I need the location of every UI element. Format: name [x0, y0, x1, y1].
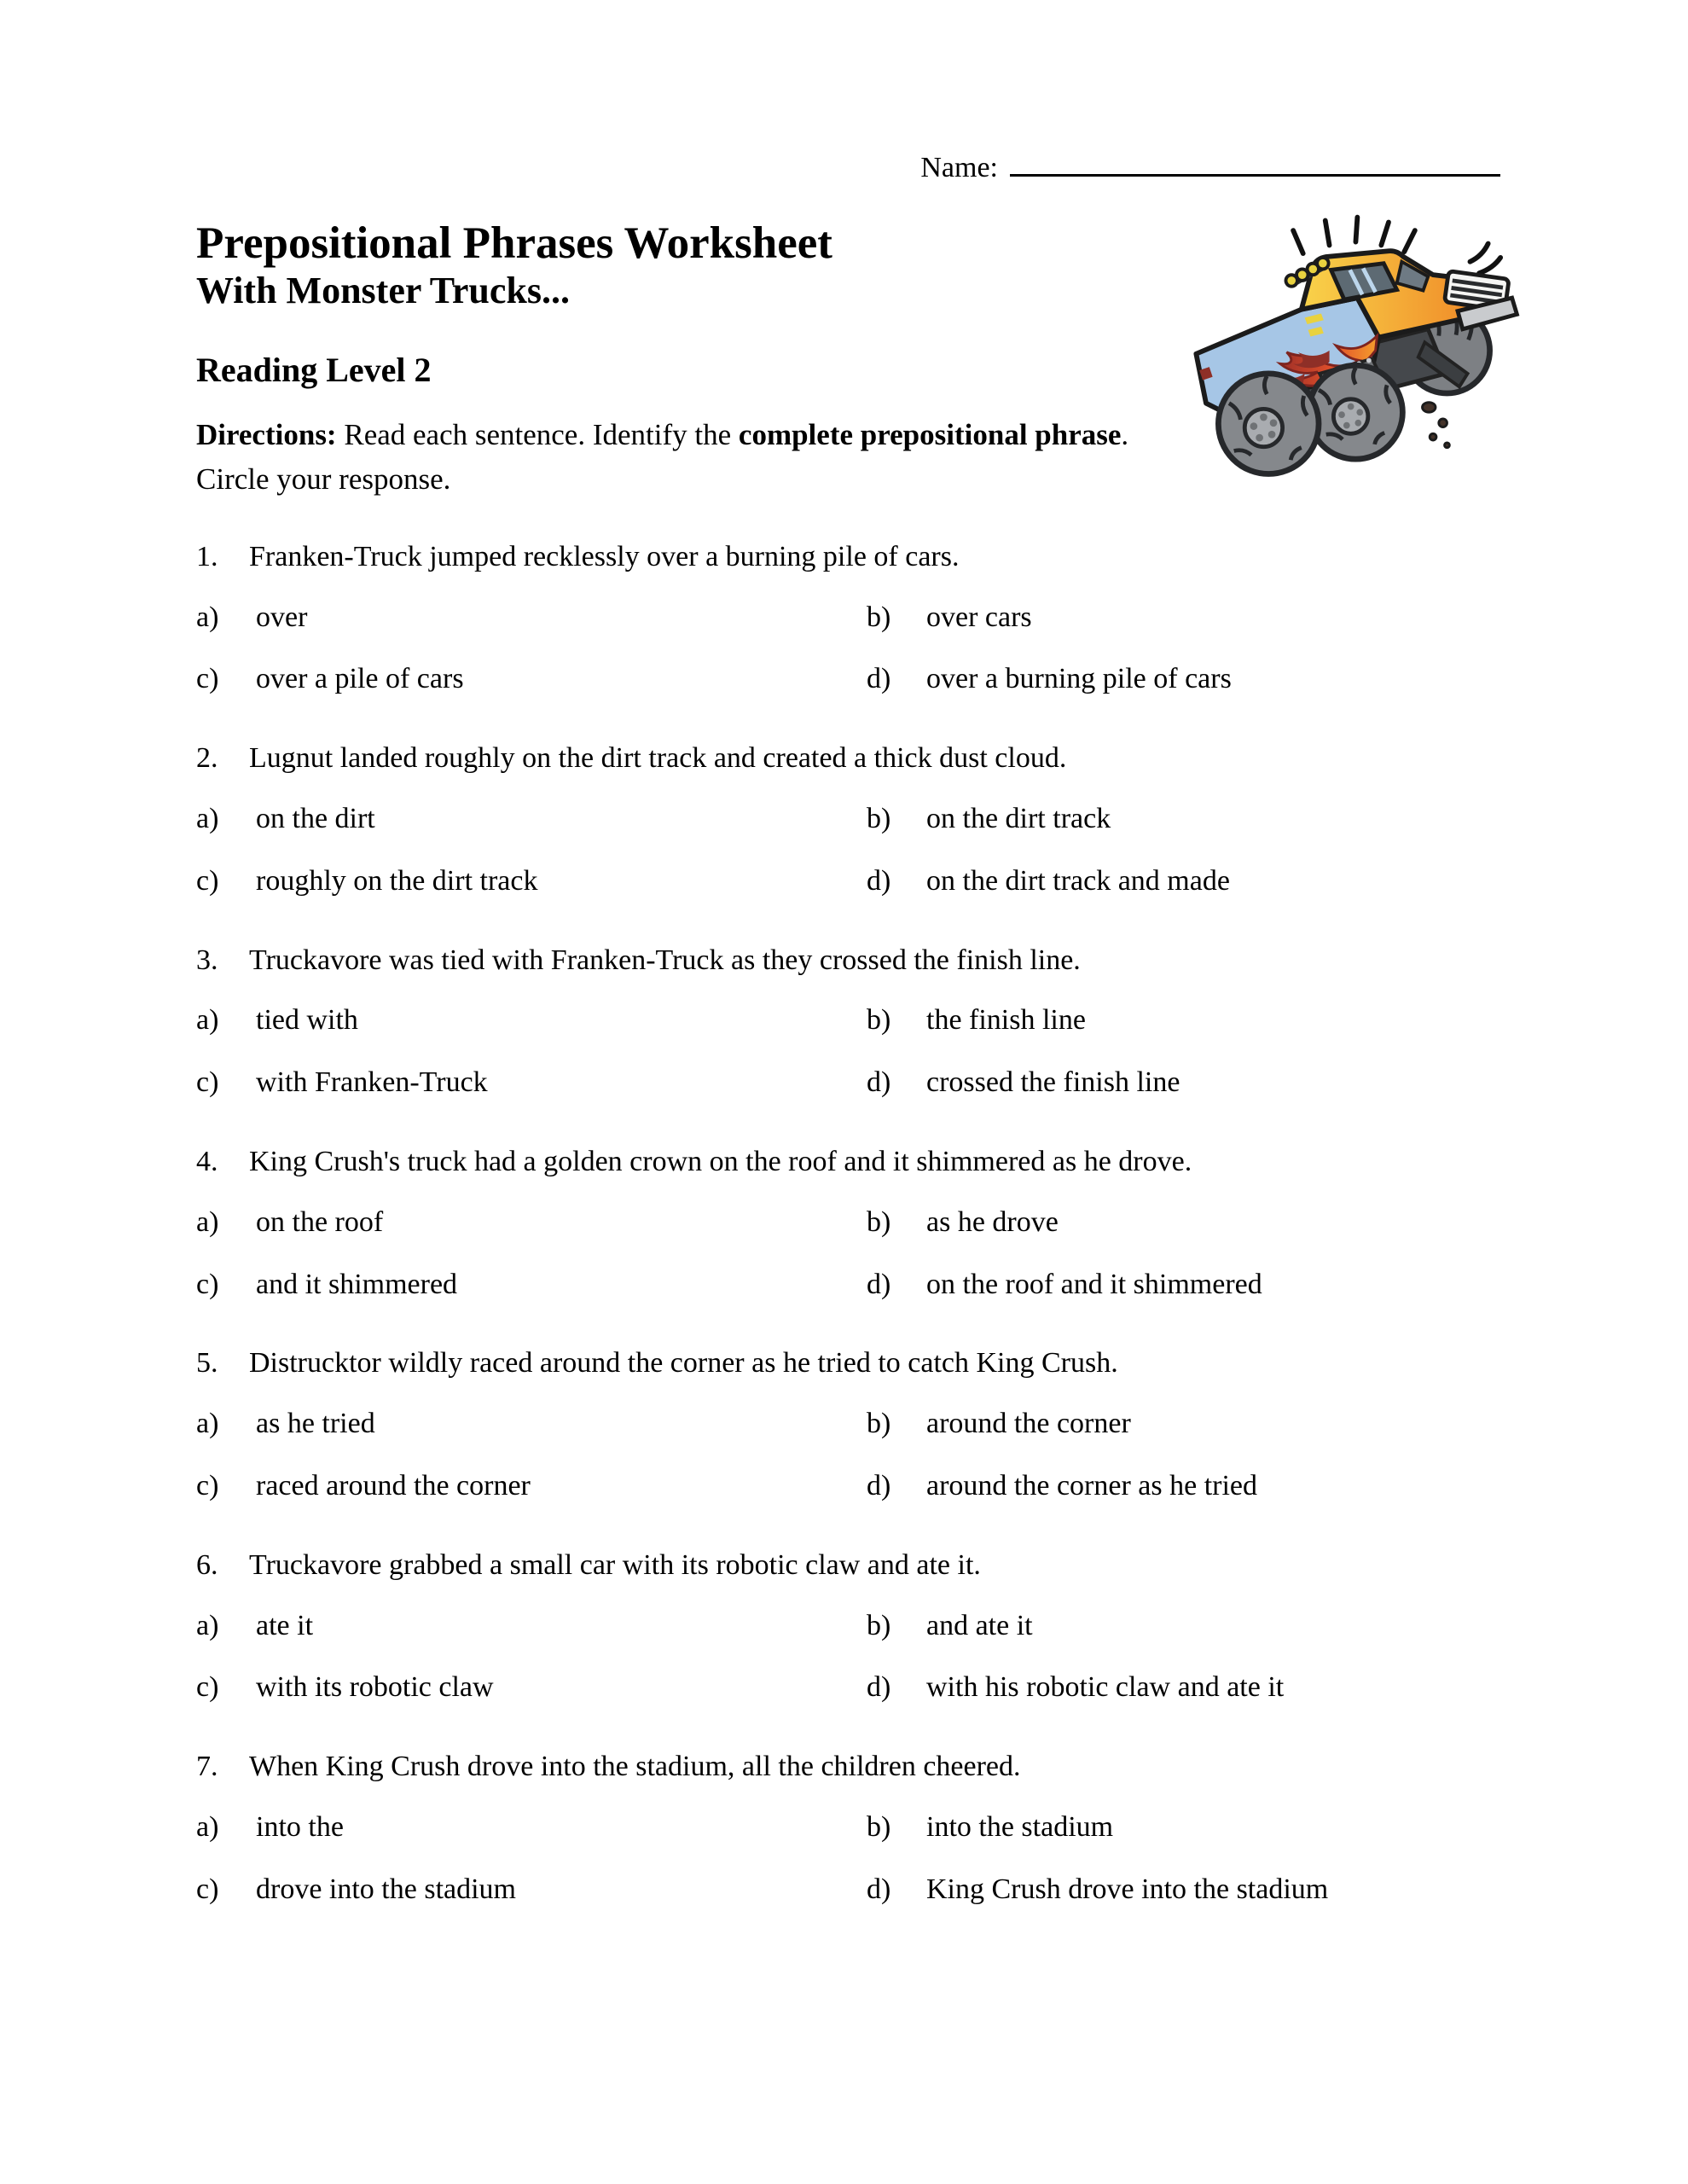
option-text: roughly on the dirt track [256, 864, 538, 897]
option-text: into the stadium [926, 1810, 1114, 1843]
option-text: and ate it [926, 1609, 1033, 1641]
option[interactable] [196, 601, 867, 636]
option[interactable] [867, 1205, 1500, 1240]
option-text: over cars [926, 601, 1032, 633]
option-letter: b) [867, 601, 891, 633]
questions [196, 540, 1500, 1908]
option[interactable] [867, 1873, 1500, 1908]
name-row [196, 143, 1500, 184]
option[interactable] [196, 1810, 867, 1845]
directions-label: Directions: [196, 417, 337, 451]
question-line [196, 944, 1500, 979]
option[interactable] [867, 1469, 1500, 1504]
option-letter: a) [196, 803, 219, 835]
option-letter: b) [867, 1408, 891, 1440]
option-text: on the roof and it shimmered [926, 1268, 1262, 1300]
option-letter: d) [867, 663, 891, 695]
page-subtitle: With Monster Trucks... [196, 269, 571, 311]
option-text: on the roof [256, 1205, 384, 1238]
option-letter: a) [196, 1205, 219, 1238]
option[interactable] [867, 1268, 1500, 1303]
question [196, 944, 1500, 1101]
option-text: over [256, 601, 308, 633]
option-text: drove into the stadium [256, 1873, 517, 1905]
question-line [196, 1145, 1500, 1180]
options-grid [196, 1810, 1500, 1908]
option[interactable] [196, 1066, 867, 1101]
option-letter: b) [867, 1205, 891, 1238]
option[interactable] [196, 662, 867, 697]
option[interactable] [867, 601, 1500, 636]
question-text: Truckavore grabbed a small car with its robotic claw and ate it. [249, 1548, 981, 1581]
question-text: King Crush's truck had a golden crown on the roof and it shimmered as he drove. [249, 1146, 1192, 1177]
question [196, 1750, 1500, 1907]
question [196, 1346, 1500, 1503]
option-text: with Franken-Truck [256, 1066, 488, 1099]
option-text: around the corner [926, 1408, 1131, 1440]
option[interactable] [867, 1609, 1500, 1644]
option-text: and it shimmered [256, 1268, 458, 1300]
option[interactable] [196, 802, 867, 837]
option-text: around the corner as he tried [926, 1469, 1257, 1502]
option-text: on the dirt track [926, 803, 1111, 835]
truck-tire-center [1308, 365, 1402, 459]
question [196, 741, 1500, 898]
option-letter: a) [196, 1408, 219, 1440]
question-line [196, 1750, 1500, 1785]
page-title: Prepositional Phrases Worksheet [196, 218, 832, 268]
option-letter: d) [867, 1066, 891, 1099]
option-text: over a pile of cars [256, 663, 464, 695]
name-label: Name: [920, 152, 998, 183]
option[interactable] [196, 1469, 867, 1504]
option-letter: c) [196, 1469, 219, 1502]
question-line [196, 540, 1500, 575]
option-letter: d) [867, 1469, 891, 1502]
directions [196, 413, 1203, 502]
question-text: Truckavore was tied with Franken-Truck as they crossed the finish line. [249, 944, 1081, 976]
question [196, 1548, 1500, 1705]
option-letter: a) [196, 1810, 219, 1843]
question-number: 7. [196, 1751, 218, 1783]
option-letter: c) [196, 1671, 219, 1704]
option-letter: d) [867, 1268, 891, 1300]
option[interactable] [196, 1205, 867, 1240]
option-letter: c) [196, 663, 219, 695]
option-letter: d) [867, 1873, 891, 1905]
question-number: 2. [196, 742, 218, 775]
option-letter: c) [196, 1873, 219, 1905]
option-text: crossed the finish line [926, 1066, 1180, 1099]
options-grid [196, 1205, 1500, 1303]
option-letter: d) [867, 1671, 891, 1704]
question-number: 4. [196, 1146, 218, 1177]
options-grid [196, 802, 1500, 899]
reading-level: Reading Level 2 [196, 350, 432, 389]
option-text: as he tried [256, 1408, 375, 1440]
option-text: on the dirt [256, 803, 375, 835]
option-text: with his robotic claw and ate it [926, 1671, 1285, 1704]
question-line [196, 741, 1500, 776]
option[interactable] [196, 1609, 867, 1644]
option-letter: a) [196, 1609, 219, 1641]
question-number: 3. [196, 944, 218, 976]
option[interactable] [867, 864, 1500, 899]
option[interactable] [867, 662, 1500, 697]
options-grid [196, 1003, 1500, 1101]
option-letter: b) [867, 1004, 891, 1037]
directions-text-1: Read each sentence. Identify the [336, 417, 739, 451]
options-grid [196, 1407, 1500, 1504]
options-grid [196, 1609, 1500, 1706]
option-text: as he drove [926, 1205, 1059, 1238]
option-text: King Crush drove into the stadium [926, 1873, 1329, 1905]
option[interactable] [867, 1810, 1500, 1845]
dirt-debris [1423, 403, 1450, 448]
question-number: 1. [196, 540, 218, 572]
question-line [196, 1346, 1500, 1381]
option-letter: a) [196, 1004, 219, 1037]
name-blank-line[interactable] [1010, 143, 1500, 177]
option-letter: a) [196, 601, 219, 633]
option-letter: b) [867, 1810, 891, 1843]
option-letter: c) [196, 864, 219, 897]
truck-tire-left [1218, 374, 1319, 474]
option[interactable] [196, 1268, 867, 1303]
question-text: Distrucktor wildly raced around the corner as he tried to catch King Crush. [249, 1347, 1118, 1380]
question [196, 540, 1500, 697]
directions-bold-text: complete prepositional phrase [738, 417, 1122, 451]
directions-text-2: . Circle your response. [196, 417, 1129, 497]
option[interactable] [196, 1873, 867, 1908]
option-text: with its robotic claw [256, 1671, 494, 1704]
option-text: the finish line [926, 1004, 1086, 1037]
monster-truck-illustration [1181, 212, 1527, 485]
option[interactable] [196, 864, 867, 899]
question-text: Lugnut landed roughly on the dirt track and created a thick dust cloud. [249, 742, 1067, 775]
options-grid [196, 601, 1500, 698]
option[interactable] [867, 1670, 1500, 1705]
question-text: Franken-Truck jumped recklessly over a burning pile of cars. [249, 540, 960, 572]
option[interactable] [196, 1003, 867, 1038]
option-text: ate it [256, 1609, 314, 1641]
option-text: raced around the corner [256, 1469, 531, 1502]
option[interactable] [196, 1670, 867, 1705]
question [196, 1145, 1500, 1302]
option-text: into the [256, 1810, 344, 1843]
option[interactable] [867, 1407, 1500, 1442]
option-letter: d) [867, 864, 891, 897]
option[interactable] [867, 1066, 1500, 1101]
question-line [196, 1548, 1500, 1583]
option-letter: c) [196, 1066, 219, 1099]
option-text: over a burning pile of cars [926, 663, 1232, 695]
option-letter: b) [867, 803, 891, 835]
option[interactable] [867, 802, 1500, 837]
option-text: tied with [256, 1004, 358, 1037]
option[interactable] [196, 1407, 867, 1442]
question-number: 6. [196, 1548, 218, 1581]
option-letter: c) [196, 1268, 219, 1300]
question-text: When King Crush drove into the stadium, all the children cheered. [249, 1751, 1021, 1783]
option-text: on the dirt track and made [926, 864, 1230, 897]
question-number: 5. [196, 1347, 218, 1380]
option[interactable] [867, 1003, 1500, 1038]
option-letter: b) [867, 1609, 891, 1641]
